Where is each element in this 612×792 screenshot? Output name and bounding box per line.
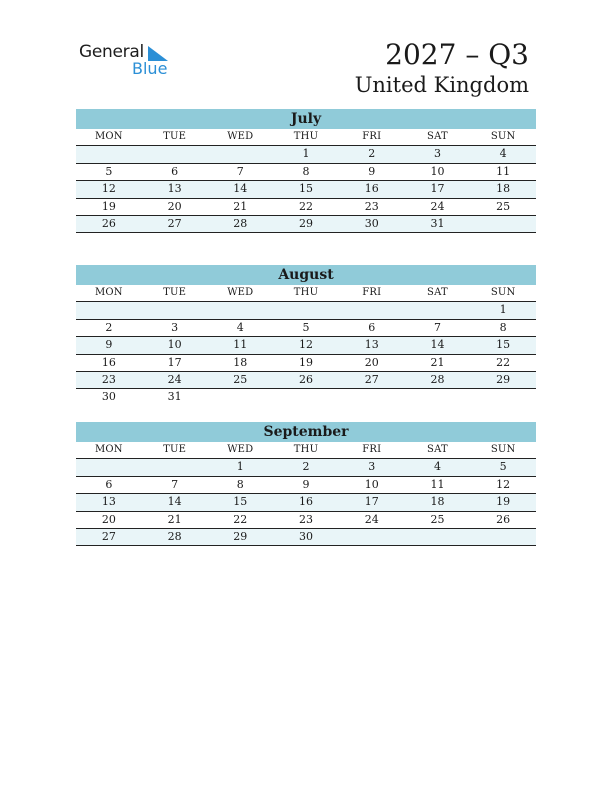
day-cell: 5 (105, 164, 113, 178)
day-cell: 15 (299, 182, 314, 196)
day-cell: 23 (101, 372, 116, 386)
day-cell (76, 146, 142, 162)
page-title: 2027 – Q3 (385, 38, 529, 71)
day-cell: 1 (302, 147, 310, 161)
weekday-header-row (76, 285, 536, 302)
generalblue-logo (79, 42, 179, 78)
logo-text-general: General (79, 42, 144, 62)
weekday-label: WED (227, 131, 254, 142)
day-cell: 22 (299, 199, 314, 213)
day-cell: 11 (233, 338, 248, 352)
day-cell: 17 (167, 355, 182, 369)
day-cell: 11 (430, 477, 445, 491)
day-cell: 26 (496, 512, 511, 526)
day-cell (339, 302, 405, 318)
day-cell: 19 (299, 355, 314, 369)
day-cell: 22 (496, 355, 511, 369)
day-cell: 21 (167, 512, 182, 526)
week-row (76, 302, 536, 319)
day-cell: 24 (364, 512, 379, 526)
day-cell: 2 (302, 460, 310, 474)
day-cell (76, 302, 142, 318)
weekday-label: WED (227, 444, 254, 455)
week-row (76, 477, 536, 494)
day-cell: 26 (299, 372, 314, 386)
day-cell: 20 (167, 199, 182, 213)
day-cell (207, 302, 273, 318)
day-cell: 1 (499, 303, 507, 317)
day-cell: 28 (233, 216, 248, 230)
day-cell (142, 146, 208, 162)
day-cell: 28 (430, 372, 445, 386)
weekday-label: MON (94, 131, 123, 142)
day-cell: 31 (167, 390, 182, 404)
day-cell: 23 (364, 199, 379, 213)
day-cell: 12 (101, 182, 116, 196)
day-cell (339, 389, 405, 406)
weekday-label: THU (293, 287, 319, 298)
logo-text-blue: Blue (132, 59, 168, 78)
day-cell: 7 (236, 164, 244, 178)
day-cell: 10 (167, 338, 182, 352)
week-row (76, 199, 536, 216)
day-cell: 17 (430, 182, 445, 196)
day-cell: 13 (101, 495, 116, 509)
day-cell: 22 (233, 512, 248, 526)
week-row (76, 494, 536, 511)
day-cell: 2 (105, 320, 113, 334)
day-cell: 31 (430, 216, 445, 230)
day-cell: 30 (299, 529, 314, 543)
day-cell: 16 (364, 182, 379, 196)
day-cell: 7 (171, 477, 179, 491)
day-cell: 14 (233, 182, 248, 196)
day-cell (76, 459, 142, 475)
day-cell: 29 (496, 372, 511, 386)
day-cell: 16 (299, 495, 314, 509)
day-cell (339, 529, 405, 545)
month-name: September (76, 422, 536, 442)
day-cell: 6 (105, 477, 113, 491)
day-cell: 3 (433, 147, 441, 161)
week-row (76, 459, 536, 476)
week-row (76, 146, 536, 163)
weekday-label: THU (293, 444, 319, 455)
day-cell: 5 (302, 320, 310, 334)
week-row (76, 320, 536, 337)
week-row (76, 337, 536, 354)
weekday-label: TUE (163, 131, 187, 142)
day-cell: 19 (101, 199, 116, 213)
day-cell: 8 (302, 164, 310, 178)
day-cell: 18 (233, 355, 248, 369)
day-cell: 30 (101, 390, 116, 404)
day-cell: 14 (430, 338, 445, 352)
day-cell: 9 (105, 338, 113, 352)
day-cell (405, 302, 471, 318)
day-cell: 25 (233, 372, 248, 386)
day-cell: 8 (499, 320, 507, 334)
day-cell (470, 216, 536, 232)
day-cell: 24 (430, 199, 445, 213)
day-cell: 18 (430, 495, 445, 509)
week-row (76, 216, 536, 233)
day-cell: 6 (171, 164, 179, 178)
day-cell: 12 (496, 477, 511, 491)
day-cell (405, 389, 471, 406)
weekday-label: SUN (490, 444, 516, 455)
weekday-label: MON (94, 287, 123, 298)
month-calendar-august (76, 265, 536, 407)
day-cell: 5 (499, 460, 507, 474)
day-cell: 6 (368, 320, 376, 334)
day-cell: 10 (364, 477, 379, 491)
day-cell: 4 (236, 320, 244, 334)
day-cell: 9 (302, 477, 310, 491)
day-cell: 20 (364, 355, 379, 369)
day-cell: 21 (233, 199, 248, 213)
day-cell (142, 302, 208, 318)
month-calendar-july (76, 109, 536, 233)
weekday-label: FRI (362, 131, 382, 142)
day-cell: 25 (430, 512, 445, 526)
weekday-label: FRI (362, 444, 382, 455)
weekday-label: SAT (427, 131, 448, 142)
weekday-label: SAT (427, 444, 448, 455)
day-cell: 21 (430, 355, 445, 369)
weekday-label: MON (94, 444, 123, 455)
day-cell: 13 (167, 182, 182, 196)
month-name: July (76, 109, 536, 129)
day-cell: 9 (368, 164, 376, 178)
day-cell (273, 389, 339, 406)
day-cell: 10 (430, 164, 445, 178)
day-cell: 29 (233, 529, 248, 543)
month-name: August (76, 265, 536, 285)
day-cell: 3 (368, 460, 376, 474)
day-cell: 3 (171, 320, 179, 334)
day-cell (470, 529, 536, 545)
weekday-label: WED (227, 287, 254, 298)
week-row (76, 181, 536, 198)
day-cell (405, 529, 471, 545)
day-cell: 28 (167, 529, 182, 543)
day-cell: 17 (364, 495, 379, 509)
week-row (76, 389, 536, 406)
day-cell (273, 302, 339, 318)
day-cell: 29 (299, 216, 314, 230)
weekday-header-row (76, 129, 536, 146)
weekday-label: SUN (490, 131, 516, 142)
day-cell: 15 (496, 338, 511, 352)
weekday-label: TUE (163, 287, 187, 298)
day-cell: 27 (364, 372, 379, 386)
week-row (76, 512, 536, 529)
day-cell: 8 (236, 477, 244, 491)
day-cell: 27 (101, 529, 116, 543)
day-cell: 26 (101, 216, 116, 230)
day-cell: 20 (101, 512, 116, 526)
weekday-label: SUN (490, 287, 516, 298)
month-calendar-september (76, 422, 536, 546)
day-cell: 16 (101, 355, 116, 369)
day-cell: 2 (368, 147, 376, 161)
day-cell: 12 (299, 338, 314, 352)
day-cell (470, 389, 536, 406)
day-cell: 18 (496, 182, 511, 196)
weekday-label: SAT (427, 287, 448, 298)
day-cell: 27 (167, 216, 182, 230)
day-cell: 25 (496, 199, 511, 213)
day-cell: 30 (364, 216, 379, 230)
weekday-label: THU (293, 131, 319, 142)
week-row (76, 164, 536, 181)
weekday-label: FRI (362, 287, 382, 298)
day-cell: 23 (299, 512, 314, 526)
day-cell: 13 (364, 338, 379, 352)
day-cell: 24 (167, 372, 182, 386)
page-subtitle: United Kingdom (354, 73, 529, 97)
day-cell: 4 (433, 460, 441, 474)
day-cell: 7 (433, 320, 441, 334)
day-cell: 4 (499, 147, 507, 161)
day-cell: 1 (236, 460, 244, 474)
weekday-header-row (76, 442, 536, 459)
day-cell (142, 459, 208, 475)
day-cell: 14 (167, 495, 182, 509)
day-cell: 19 (496, 495, 511, 509)
week-row (76, 355, 536, 372)
day-cell: 11 (496, 164, 511, 178)
weekday-label: TUE (163, 444, 187, 455)
week-row (76, 372, 536, 389)
day-cell: 15 (233, 495, 248, 509)
day-cell (207, 389, 273, 406)
day-cell (207, 146, 273, 162)
week-row (76, 529, 536, 546)
